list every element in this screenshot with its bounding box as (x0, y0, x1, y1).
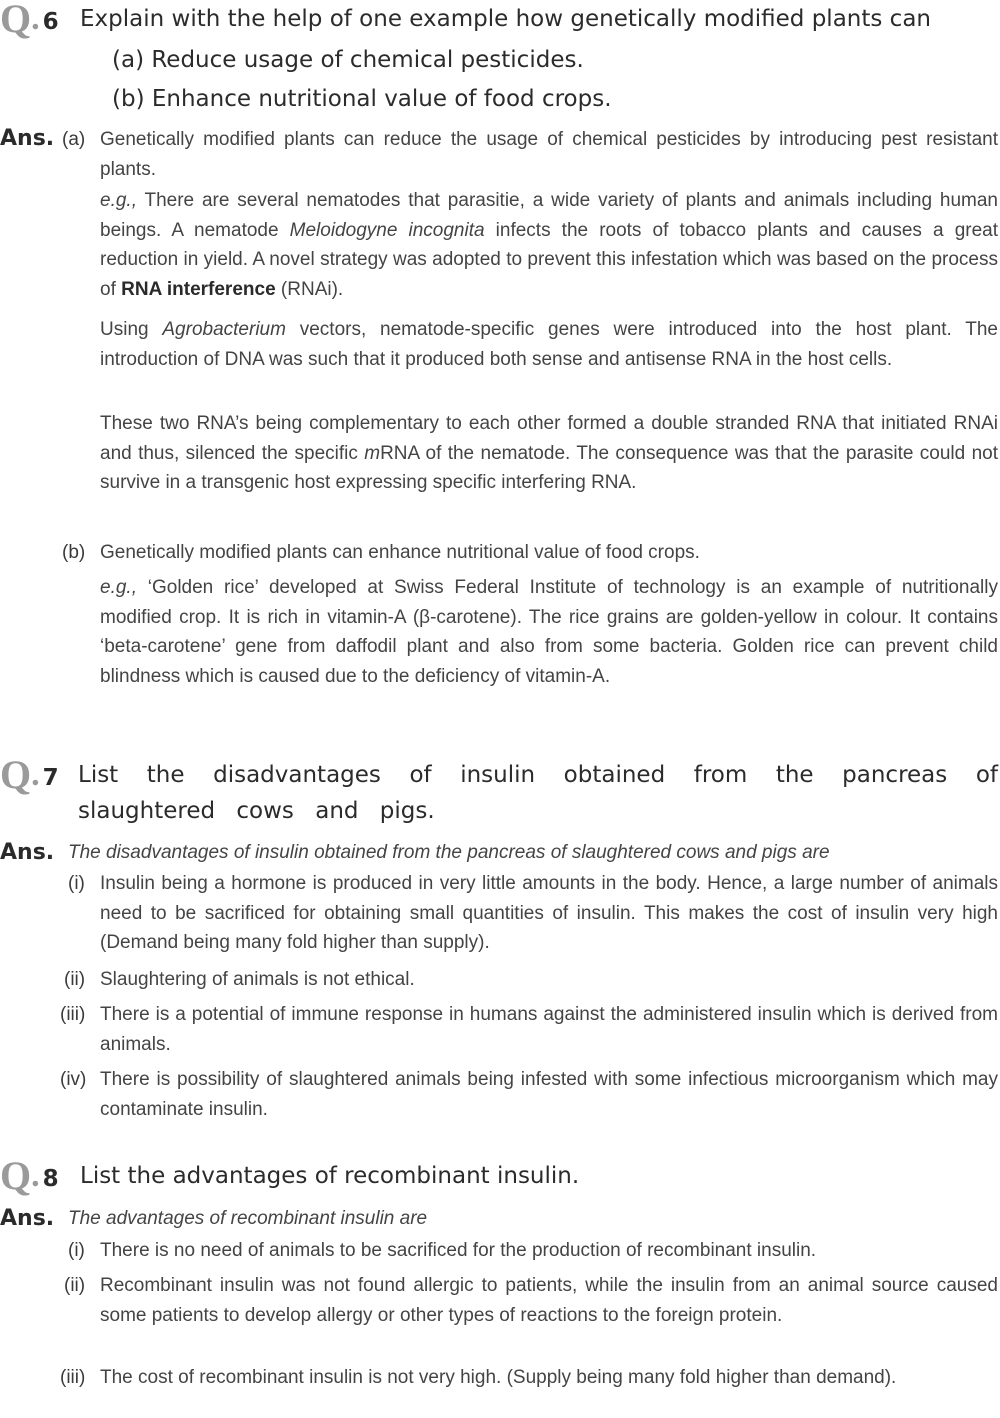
answer-8-intro: The advantages of recombinant insulin are (68, 1208, 428, 1229)
answer-8-item-2-label: (ii) (64, 1275, 86, 1296)
answer-6-part-a-para-2: e.g., There are several nematodes that parasitie, a wide variety of plants and animals including human beings. A nematode Meloidogyne incognita infects the roots of tobacco plants and causes a great reduction in yield. A novel strategy was adopted to prevent this infestation which was based on the process of RNA interference (RNAi). (100, 190, 998, 300)
answer-7-item-2-label: (ii) (64, 969, 86, 990)
question-6-option-a: (a) Reduce usage of chemical pesticides. (112, 47, 584, 73)
answer-6-part-a-para-1: Genetically modified plants can reduce the usage of chemical pesticides by introducing pest resistant plants. (100, 129, 998, 180)
answer-6-part-b-label: (b) (62, 542, 86, 563)
answer-6-part-b-para-2: e.g., ‘Golden rice’ developed at Swiss Federal Institute of technology is an example of nutritionally modified crop. It is rich in vitamin-A (β-carotene). The rice grains are golden-yellow in colour. It contains ‘beta-carotene’ gene from daffodil plant and also from some bacteria. Golden rice can prevent child blindness which is caused due to the deficiency of vitamin-A. (100, 577, 998, 687)
answer-7-item-4-text: There is possibility of slaughtered animals being infested with some infectious microorganism which may contaminate insulin. (100, 1069, 998, 1120)
answer-8-item-2-text: Recombinant insulin was not found allergic to patients, while the insulin from an animal source caused some patients to develop allergy or other types of reactions to the foreign protein. (100, 1275, 998, 1326)
answer-7-item-4-label: (iv) (60, 1069, 87, 1090)
answer-7-item-3-label: (iii) (60, 1004, 86, 1025)
answer-6-label: Ans. (0, 126, 55, 151)
answer-7-label: Ans. (0, 840, 55, 865)
answer-6-part-b-para-1: Genetically modified plants can enhance nutritional value of food crops. (100, 542, 700, 563)
answer-7-item-3-text: There is a potential of immune response in humans against the administered insulin which is derived from animals. (100, 1004, 998, 1055)
answer-7-item-1-text: Insulin being a hormone is produced in very little amounts in the body. Hence, a large number of animals need to be sacrificed for obtaining small quantities of insulin. This makes the cost of insulin very high (Demand being many fold higher than supply). (100, 873, 998, 953)
question-7-text: List the disadvantages of insulin obtained from the pancreas of slaughtered cows and pigs. (78, 762, 998, 824)
answer-7-intro: The disadvantages of insulin obtained from the pancreas of slaughtered cows and pigs are (68, 842, 830, 863)
answer-8-label: Ans. (0, 1206, 55, 1231)
question-6-label: Q. 6 (0, 0, 59, 41)
question-7-label: Q. 7 (0, 752, 59, 797)
question-8-label: Q. 8 (0, 1153, 59, 1198)
answer-6-part-a-label: (a) (62, 129, 86, 150)
question-6-option-b: (b) Enhance nutritional value of food crops. (112, 86, 612, 112)
question-6-text: Explain with the help of one example how genetically modified plants can (80, 6, 931, 32)
answer-6-part-a-para-3: Using Agrobacterium vectors, nematode-specific genes were introduced into the host plant. The introduction of DNA was such that it produced both sense and antisense RNA in the host cells. (100, 319, 999, 370)
answer-6-part-a-para-4: These two RNA’s being complementary to each other formed a double stranded RNA that initiated RNAi and thus, silenced the specific mRNA of the nematode. The consequence was that the parasite could not survive in a transgenic host expressing specific interfering RNA. (100, 413, 999, 493)
answer-8-item-3-text: The cost of recombinant insulin is not very high. (Supply being many fold higher than demand). (100, 1367, 897, 1388)
answer-8-item-3-label: (iii) (60, 1367, 86, 1388)
answer-7-item-2-text: Slaughtering of animals is not ethical. (100, 969, 415, 990)
answer-8-item-1-label: (i) (68, 1240, 85, 1261)
answer-8-item-1-text: There is no need of animals to be sacrificed for the production of recombinant insulin. (100, 1240, 817, 1261)
question-8-text: List the advantages of recombinant insulin. (80, 1163, 580, 1189)
answer-7-item-1-label: (i) (68, 873, 85, 894)
